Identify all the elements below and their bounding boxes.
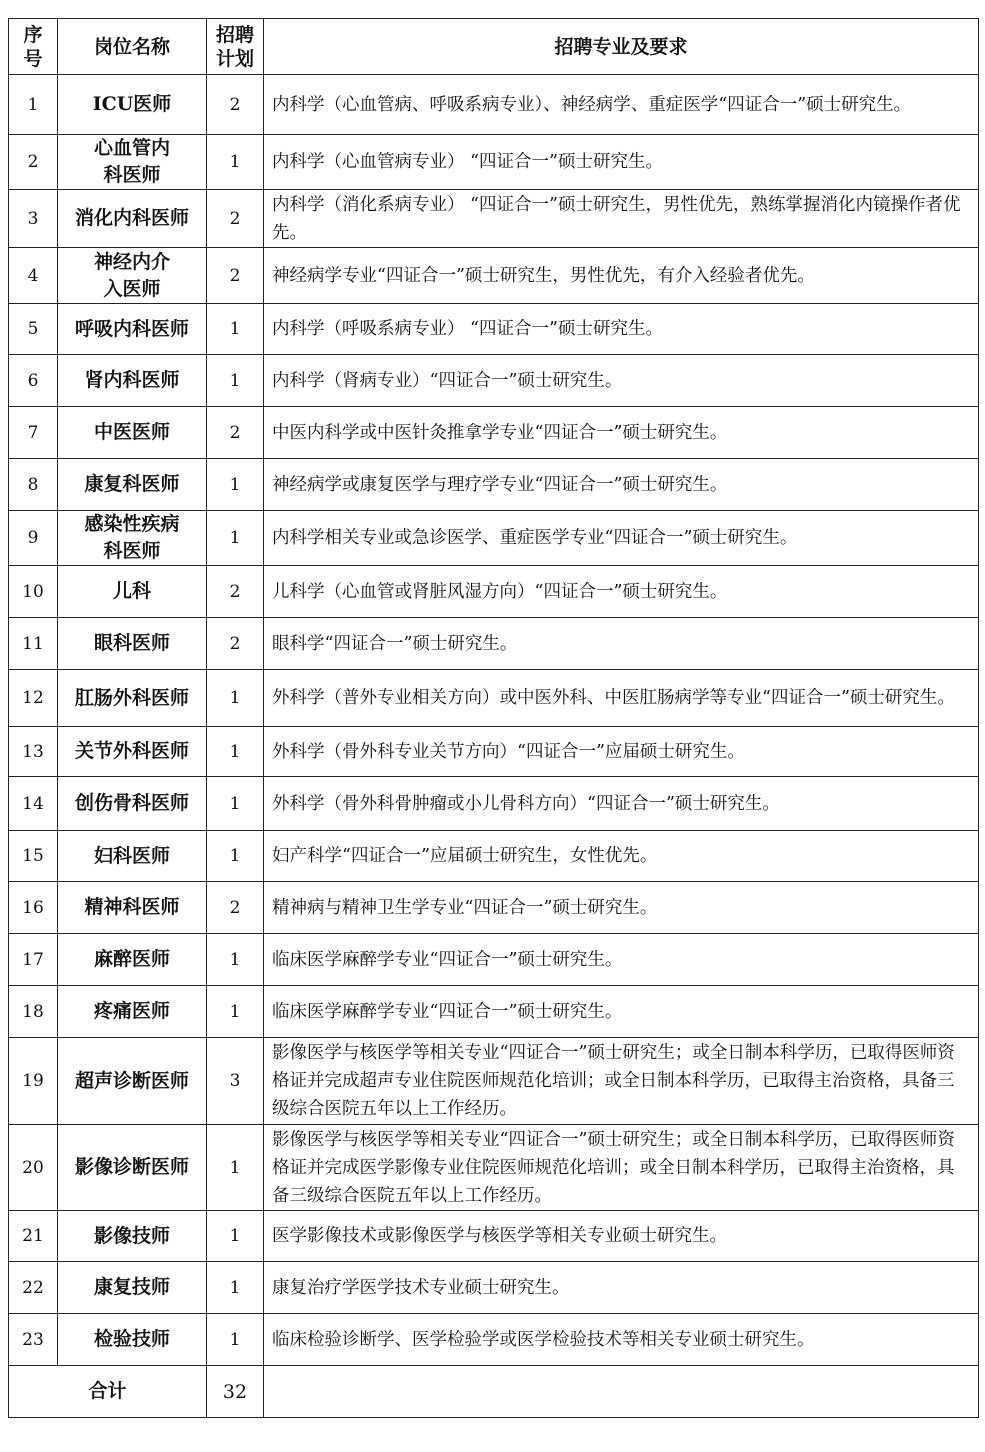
table-row (9, 75, 979, 135)
cell-requirements: 内科学（肾病专业）“四证合一”硕士研究生。 (264, 355, 979, 407)
cell-requirements: 妇产科学“四证合一”应届硕士研究生，女性优先。 (264, 831, 979, 882)
header-row (9, 19, 979, 75)
cell-plan: 1 (207, 831, 264, 882)
cell-plan: 2 (207, 248, 264, 304)
cell-requirements: 外科学（骨外科骨肿瘤或小儿骨科方向）“四证合一”硕士研究生。 (264, 777, 979, 831)
header-requirements: 招聘专业及要求 (264, 19, 979, 75)
header-no: 序号 (9, 19, 58, 75)
cell-plan: 1 (207, 986, 264, 1038)
total-row (9, 1366, 979, 1418)
cell-position-name (58, 1262, 207, 1314)
table-row (9, 1211, 979, 1262)
cell-position-name (58, 882, 207, 934)
table-row (9, 1262, 979, 1314)
cell-position-name (58, 986, 207, 1038)
position-name-text: 儿科 (112, 580, 151, 602)
cell-position-name (58, 407, 207, 459)
table-row (9, 248, 979, 304)
position-name-text: 心血管内科医师 (93, 137, 170, 186)
cell-plan: 1 (207, 459, 264, 511)
position-name-text: 检验技师 (93, 1328, 170, 1350)
table-row (9, 670, 979, 727)
cell-requirements: 临床医学麻醉学专业“四证合一”硕士研究生。 (264, 986, 979, 1038)
table-row (9, 1314, 979, 1366)
cell-plan: 3 (207, 1038, 264, 1125)
table-row (9, 566, 979, 618)
cell-position-name (58, 459, 207, 511)
cell-no: 13 (9, 727, 58, 777)
cell-plan: 1 (207, 1125, 264, 1211)
position-name-text: 眼科医师 (93, 632, 170, 654)
cell-plan: 1 (207, 777, 264, 831)
position-name-text: 疼痛医师 (93, 1000, 170, 1022)
position-name-text: 消化内科医师 (74, 207, 189, 229)
cell-plan: 2 (207, 190, 264, 248)
cell-plan: 2 (207, 566, 264, 618)
cell-position-name (58, 727, 207, 777)
cell-no: 2 (9, 135, 58, 190)
cell-no: 22 (9, 1262, 58, 1314)
cell-requirements: 内科学相关专业或急诊医学、重症医学专业“四证合一”硕士研究生。 (264, 511, 979, 566)
table-row (9, 986, 979, 1038)
table-row (9, 777, 979, 831)
cell-no: 17 (9, 934, 58, 986)
cell-no: 19 (9, 1038, 58, 1125)
table-row (9, 934, 979, 986)
cell-requirements: 临床检验诊断学、医学检验学或医学检验技术等相关专业硕士研究生。 (264, 1314, 979, 1366)
table-row (9, 135, 979, 190)
cell-plan: 1 (207, 1211, 264, 1262)
position-name-text: ICU医师 (92, 93, 172, 115)
cell-plan: 2 (207, 75, 264, 135)
cell-plan: 2 (207, 618, 264, 670)
position-name-text: 肾内科医师 (84, 369, 180, 391)
cell-requirements: 内科学（呼吸系病专业） “四证合一”硕士研究生。 (264, 304, 979, 355)
cell-requirements: 中医内科学或中医针灸推拿学专业“四证合一”硕士研究生。 (264, 407, 979, 459)
cell-position-name (58, 831, 207, 882)
cell-position-name (58, 1211, 207, 1262)
cell-position-name (58, 248, 207, 304)
cell-plan: 1 (207, 1262, 264, 1314)
cell-requirements: 神经病学专业“四证合一”硕士研究生，男性优先，有介入经验者优先。 (264, 248, 979, 304)
cell-position-name (58, 355, 207, 407)
total-plan: 32 (207, 1366, 264, 1418)
table-row (9, 727, 979, 777)
table-row (9, 190, 979, 248)
cell-requirements: 影像医学与核医学等相关专业“四证合一”硕士研究生；或全日制本科学历，已取得医师资格证并完成医学影像专业住院医师规范化培训；或全日制本科学历，已取得主治资格，具备三级综合医院五年以上工作经历。 (264, 1125, 979, 1211)
table-row (9, 1038, 979, 1125)
position-name-text: 创伤骨科医师 (74, 792, 189, 814)
cell-requirements: 医学影像技术或影像医学与核医学等相关专业硕士研究生。 (264, 1211, 979, 1262)
cell-position-name (58, 1125, 207, 1211)
cell-no: 11 (9, 618, 58, 670)
position-name-text: 康复科医师 (84, 473, 180, 495)
header-plan: 招聘计划 (207, 19, 264, 75)
table-row (9, 407, 979, 459)
cell-requirements: 神经病学或康复医学与理疗学专业“四证合一”硕士研究生。 (264, 459, 979, 511)
cell-no: 16 (9, 882, 58, 934)
cell-requirements: 外科学（普外专业相关方向）或中医外科、中医肛肠病学等专业“四证合一”硕士研究生。 (264, 670, 979, 727)
cell-position-name (58, 190, 207, 248)
cell-no: 9 (9, 511, 58, 566)
cell-requirements: 内科学（心血管病、呼吸系病专业）、神经病学、重症医学“四证合一”硕士研究生。 (264, 75, 979, 135)
cell-plan: 1 (207, 670, 264, 727)
cell-position-name (58, 1314, 207, 1366)
cell-requirements: 内科学（消化系病专业） “四证合一”硕士研究生，男性优先，熟练掌握消化内镜操作者优先。 (264, 190, 979, 248)
position-name-text: 神经内介入医师 (93, 250, 170, 300)
cell-no: 7 (9, 407, 58, 459)
cell-no: 1 (9, 75, 58, 135)
table-row (9, 1125, 979, 1211)
recruitment-table (8, 18, 979, 1418)
position-name-text: 呼吸内科医师 (74, 317, 189, 340)
position-name-text: 感染性疾病科医师 (84, 513, 180, 562)
cell-plan: 1 (207, 727, 264, 777)
cell-position-name (58, 934, 207, 986)
cell-no: 5 (9, 304, 58, 355)
cell-plan: 1 (207, 934, 264, 986)
cell-requirements: 儿科学（心血管或肾脏风湿方向）“四证合一”硕士研究生。 (264, 566, 979, 618)
cell-no: 8 (9, 459, 58, 511)
position-name-text: 关节外科医师 (74, 740, 189, 762)
cell-position-name (58, 670, 207, 727)
cell-no: 20 (9, 1125, 58, 1211)
cell-requirements: 眼科学“四证合一”硕士研究生。 (264, 618, 979, 670)
cell-position-name (58, 566, 207, 618)
cell-position-name (58, 75, 207, 135)
total-label: 合计 (9, 1366, 207, 1418)
cell-requirements: 外科学（骨外科专业关节方向）“四证合一”应届硕士研究生。 (264, 727, 979, 777)
table-row (9, 882, 979, 934)
cell-requirements: 内科学（心血管病专业） “四证合一”硕士研究生。 (264, 135, 979, 190)
table-row (9, 618, 979, 670)
position-name-text: 影像技师 (93, 1224, 170, 1247)
cell-position-name (58, 1038, 207, 1125)
cell-requirements: 康复治疗学医学技术专业硕士研究生。 (264, 1262, 979, 1314)
cell-plan: 1 (207, 304, 264, 355)
position-name-text: 中医医师 (93, 421, 170, 443)
cell-no: 18 (9, 986, 58, 1038)
table-body (9, 75, 979, 1418)
position-name-text: 精神科医师 (84, 896, 180, 918)
table-row (9, 355, 979, 407)
cell-no: 12 (9, 670, 58, 727)
position-name-text: 康复技师 (93, 1276, 170, 1298)
cell-no: 6 (9, 355, 58, 407)
position-name-text: 影像诊断医师 (74, 1156, 189, 1178)
cell-no: 10 (9, 566, 58, 618)
cell-no: 23 (9, 1314, 58, 1366)
cell-plan: 1 (207, 1314, 264, 1366)
cell-requirements: 精神病与精神卫生学专业“四证合一”硕士研究生。 (264, 882, 979, 934)
cell-no: 21 (9, 1211, 58, 1262)
position-name-text: 麻醉医师 (93, 948, 170, 970)
cell-no: 15 (9, 831, 58, 882)
table-row (9, 459, 979, 511)
table-row (9, 831, 979, 882)
cell-no: 14 (9, 777, 58, 831)
total-empty-cell (264, 1366, 979, 1418)
cell-plan: 2 (207, 407, 264, 459)
cell-requirements: 临床医学麻醉学专业“四证合一”硕士研究生。 (264, 934, 979, 986)
table-row (9, 511, 979, 566)
cell-position-name (58, 135, 207, 190)
cell-position-name (58, 511, 207, 566)
cell-position-name (58, 304, 207, 355)
header-name: 岗位名称 (58, 19, 207, 75)
cell-position-name (58, 777, 207, 831)
cell-plan: 1 (207, 135, 264, 190)
position-name-text: 肛肠外科医师 (74, 686, 189, 709)
cell-position-name (58, 618, 207, 670)
cell-plan: 1 (207, 355, 264, 407)
position-name-text: 超声诊断医师 (74, 1069, 189, 1092)
cell-no: 4 (9, 248, 58, 304)
cell-plan: 2 (207, 882, 264, 934)
cell-plan: 1 (207, 511, 264, 566)
position-name-text: 妇科医师 (93, 844, 170, 867)
table-row (9, 304, 979, 355)
cell-requirements: 影像医学与核医学等相关专业“四证合一”硕士研究生；或全日制本科学历，已取得医师资格证并完成超声专业住院医师规范化培训；或全日制本科学历，已取得主治资格，具备三级综合医院五年以上工作经历。 (264, 1038, 979, 1125)
cell-no: 3 (9, 190, 58, 248)
